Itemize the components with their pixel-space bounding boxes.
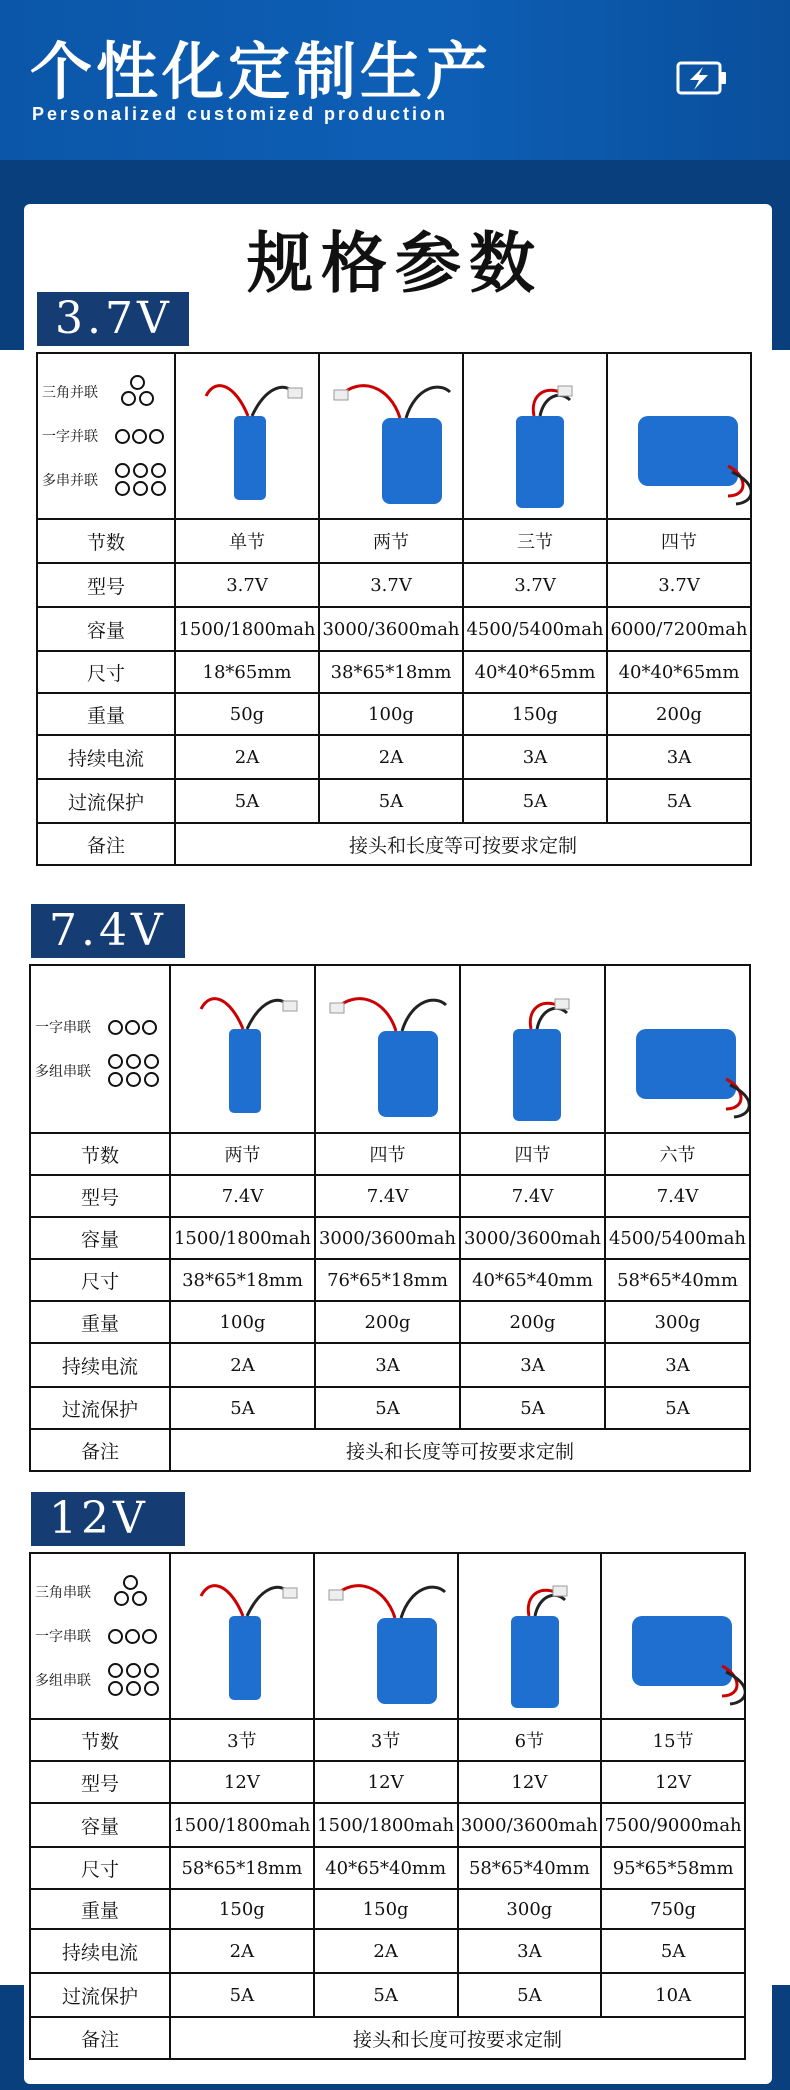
cell-capacity: 3000/3600mah [315,1217,460,1259]
cell-current: 2A [314,1929,458,1973]
battery-pack-image [320,356,463,516]
legend-label: 三角串联 [35,1585,91,1601]
cell-protect: 5A [607,779,751,823]
table-row [30,1387,750,1429]
legend-item [35,1049,169,1093]
row-label-model: 型号 [30,1175,170,1217]
cell-cells: 3节 [314,1719,458,1761]
table-row [37,693,751,735]
legend-item [42,370,174,414]
cell-cells: 6节 [458,1719,602,1761]
cell-protect: 10A [601,1973,745,2017]
cell-current: 3A [458,1929,602,1973]
row-label-note: 备注 [30,2017,170,2059]
battery-pack-image [461,969,605,1129]
legend-item [35,1614,169,1658]
cell-size: 58*65*40mm [458,1847,602,1889]
note-cell: 接头和长度可按要求定制 [170,2017,745,2059]
row-label-weight: 重量 [30,1301,170,1343]
voltage-tag-7.4v: 7.4V [31,904,185,958]
row-label-capacity: 容量 [30,1217,170,1259]
cell-model: 3.7V [607,563,751,607]
table-row [37,519,751,563]
cell-capacity: 1500/1800mah [175,607,319,651]
cell-capacity: 4500/5400mah [463,607,607,651]
cell-weight: 150g [170,1889,314,1929]
battery-pack-image [315,1556,458,1716]
cell-capacity: 3000/3600mah [458,1803,602,1847]
cell-model: 12V [314,1761,458,1803]
cell-model: 12V [458,1761,602,1803]
row-label-current: 持续电流 [30,1343,170,1387]
legend-item [35,1658,169,1702]
battery-pack-image [171,1556,314,1716]
legend-label: 三角并联 [42,385,98,401]
cell-model: 12V [601,1761,745,1803]
note-cell: 接头和长度等可按要求定制 [175,823,751,865]
cell-current: 2A [170,1343,315,1387]
legend-label: 一字并联 [42,429,98,445]
note-cell: 接头和长度等可按要求定制 [170,1429,750,1471]
grid-cells-icon [107,1053,161,1089]
row-label-protect: 过流保护 [37,779,175,823]
cell-protect: 5A [170,1387,315,1429]
battery-pack-image [606,969,750,1129]
table-row [37,779,751,823]
cell-cells: 四节 [607,519,751,563]
table-row [30,1301,750,1343]
spec-table-7.4v [29,964,751,1472]
voltage-tag-3.7v: 3.7V [37,292,189,346]
cell-capacity: 1500/1800mah [170,1803,314,1847]
battery-image-cell [314,1553,458,1719]
cell-current: 3A [607,735,751,779]
cell-current: 3A [460,1343,605,1387]
cell-model: 12V [170,1761,314,1803]
cell-protect: 5A [170,1973,314,2017]
battery-image-cell [601,1553,745,1719]
legend-label: 多串并联 [42,473,98,489]
cell-protect: 5A [458,1973,602,2017]
row-label-note: 备注 [30,1429,170,1471]
cell-size: 95*65*58mm [601,1847,745,1889]
cell-capacity: 3000/3600mah [319,607,463,651]
cell-size: 40*65*40mm [460,1259,605,1301]
cell-cells: 四节 [460,1133,605,1175]
legend-label: 一字串联 [35,1020,91,1036]
cell-capacity: 1500/1800mah [170,1217,315,1259]
battery-image-cell [315,965,460,1133]
row-label-note: 备注 [37,823,175,865]
cell-size: 58*65*40mm [605,1259,750,1301]
grid-cells-icon [114,462,168,498]
cell-size: 40*40*65mm [607,651,751,693]
table-row [37,735,751,779]
grid-cells-icon [107,1662,161,1698]
row-label-model: 型号 [30,1761,170,1803]
cell-cells: 两节 [319,519,463,563]
battery-image-cell [170,965,315,1133]
cell-size: 40*40*65mm [463,651,607,693]
battery-pack-image [608,356,751,516]
cell-size: 18*65mm [175,651,319,693]
cell-weight: 200g [460,1301,605,1343]
cell-capacity: 3000/3600mah [460,1217,605,1259]
cell-protect: 5A [319,779,463,823]
table-row [30,1847,745,1889]
cell-capacity: 6000/7200mah [607,607,751,651]
cell-weight: 50g [175,693,319,735]
row-label-protect: 过流保护 [30,1387,170,1429]
cell-model: 7.4V [315,1175,460,1217]
table-row [30,1175,750,1217]
battery-image-cell [170,1553,314,1719]
cell-cells: 3节 [170,1719,314,1761]
legend-cell [30,1553,170,1719]
row-cells-icon [107,1019,158,1036]
row-label-current: 持续电流 [30,1929,170,1973]
cell-weight: 200g [315,1301,460,1343]
row-label-cells: 节数 [37,519,175,563]
cell-cells: 六节 [605,1133,750,1175]
cell-cells: 单节 [175,519,319,563]
cell-size: 38*65*18mm [170,1259,315,1301]
row-label-protect: 过流保护 [30,1973,170,2017]
spec-table-12v [29,1552,746,2060]
row-label-size: 尺寸 [30,1259,170,1301]
table-row [30,1429,750,1471]
cell-cells: 15节 [601,1719,745,1761]
battery-pack-image [459,1556,602,1716]
battery-charging-icon [676,60,728,96]
legend-item [35,1570,169,1614]
table-row [30,1719,745,1761]
cell-protect: 5A [605,1387,750,1429]
header-title: 个性化定制生产 [30,35,493,108]
row-cells-icon [107,1628,158,1645]
cell-model: 3.7V [319,563,463,607]
cell-model: 7.4V [460,1175,605,1217]
battery-pack-image [602,1556,745,1716]
table-row [30,1929,745,1973]
row-label-capacity: 容量 [37,607,175,651]
battery-image-cell [458,1553,602,1719]
table-row [37,823,751,865]
cell-current: 2A [175,735,319,779]
legend-item [35,1005,169,1049]
cell-weight: 100g [170,1301,315,1343]
row-label-size: 尺寸 [37,651,175,693]
triangle-cells-icon [107,1574,155,1610]
cell-weight: 150g [314,1889,458,1929]
row-label-current: 持续电流 [37,735,175,779]
cell-protect: 5A [315,1387,460,1429]
table-row [30,1343,750,1387]
table-row [30,1217,750,1259]
cell-protect: 5A [460,1387,605,1429]
legend-cell [30,965,170,1133]
battery-image-cell [460,965,605,1133]
cell-model: 3.7V [463,563,607,607]
legend-item [42,414,174,458]
table-row [30,1761,745,1803]
row-label-cells: 节数 [30,1133,170,1175]
cell-size: 58*65*18mm [170,1847,314,1889]
cell-weight: 300g [458,1889,602,1929]
cell-current: 5A [601,1929,745,1973]
cell-weight: 100g [319,693,463,735]
cell-weight: 750g [601,1889,745,1929]
battery-image-cell [463,353,607,519]
page-title: 规格参数 [247,224,543,302]
table-row [37,651,751,693]
table-row [37,563,751,607]
cell-size: 38*65*18mm [319,651,463,693]
table-row [30,1889,745,1929]
cell-cells: 两节 [170,1133,315,1175]
battery-pack-image [171,969,315,1129]
cell-current: 2A [319,735,463,779]
spec-table-3.7v [36,352,752,866]
cell-weight: 150g [463,693,607,735]
cell-protect: 5A [175,779,319,823]
cell-capacity: 7500/9000mah [601,1803,745,1847]
battery-image-cell [605,965,750,1133]
cell-cells: 四节 [315,1133,460,1175]
cell-current: 3A [315,1343,460,1387]
table-row [30,1973,745,2017]
cell-protect: 5A [463,779,607,823]
cell-model: 7.4V [170,1175,315,1217]
table-row [30,1133,750,1175]
cell-size: 40*65*40mm [314,1847,458,1889]
battery-pack-image [176,356,319,516]
row-label-weight: 重量 [30,1889,170,1929]
header-subtitle: Personalized customized production [32,104,449,124]
battery-image-cell [319,353,463,519]
row-label-cells: 节数 [30,1719,170,1761]
cell-weight: 300g [605,1301,750,1343]
battery-pack-image [316,969,460,1129]
table-row [30,2017,745,2059]
cell-current: 2A [170,1929,314,1973]
row-label-model: 型号 [37,563,175,607]
row-label-capacity: 容量 [30,1803,170,1847]
table-row [37,607,751,651]
cell-capacity: 4500/5400mah [605,1217,750,1259]
battery-image-cell [175,353,319,519]
cell-weight: 200g [607,693,751,735]
table-row [30,1259,750,1301]
battery-image-cell [607,353,751,519]
legend-label: 多组串联 [35,1064,91,1080]
row-cells-icon [114,428,165,445]
cell-model: 3.7V [175,563,319,607]
legend-label: 一字串联 [35,1629,91,1645]
table-row [30,1803,745,1847]
voltage-tag-12v: 12V [31,1492,185,1546]
legend-item [42,458,174,502]
battery-pack-image [464,356,607,516]
cell-current: 3A [463,735,607,779]
triangle-cells-icon [114,374,162,410]
row-label-size: 尺寸 [30,1847,170,1889]
cell-model: 7.4V [605,1175,750,1217]
cell-current: 3A [605,1343,750,1387]
legend-label: 多组串联 [35,1673,91,1689]
legend-cell [37,353,175,519]
cell-size: 76*65*18mm [315,1259,460,1301]
cell-capacity: 1500/1800mah [314,1803,458,1847]
row-label-weight: 重量 [37,693,175,735]
cell-protect: 5A [314,1973,458,2017]
cell-cells: 三节 [463,519,607,563]
